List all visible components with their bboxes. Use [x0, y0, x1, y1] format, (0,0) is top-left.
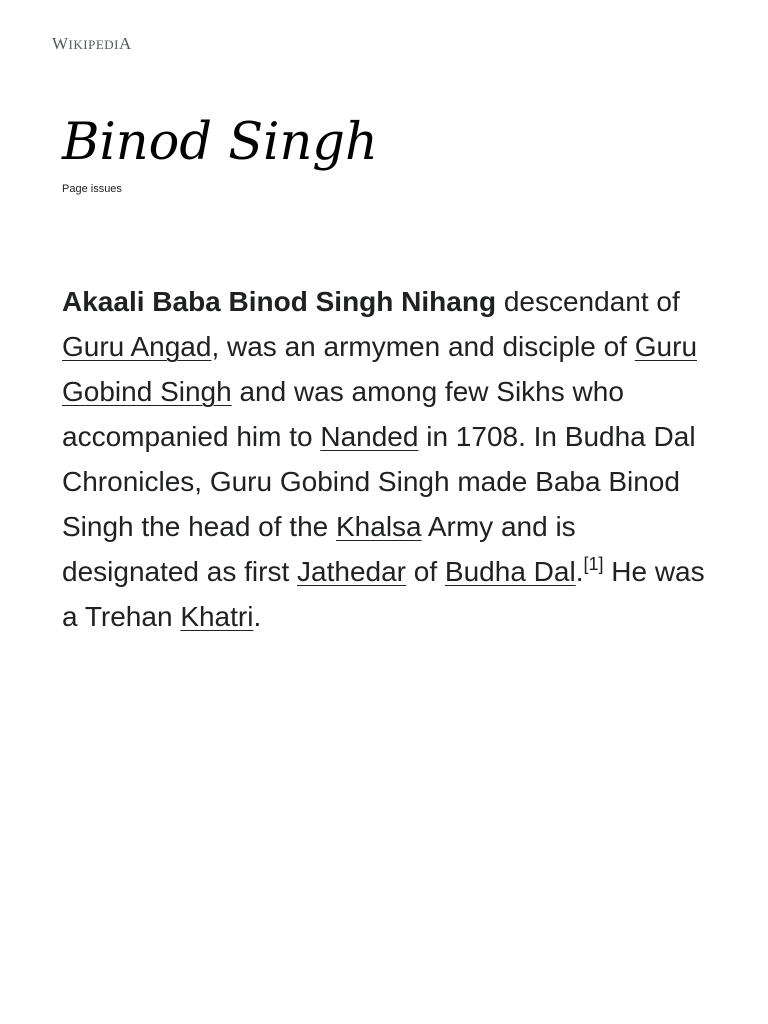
wordmark-first-letter: W — [52, 34, 69, 53]
article-text: and was among few Sikhs who accompanied him to — [62, 376, 624, 452]
link-budha-dal[interactable]: Budha Dal — [444, 556, 576, 587]
article-text: of — [406, 556, 445, 587]
article-text: . — [253, 601, 262, 632]
page-title: Binod Singh — [62, 113, 378, 172]
link-nanded[interactable]: Nanded — [320, 421, 419, 452]
link-guru-angad[interactable]: Guru Angad — [62, 331, 212, 362]
wordmark-last-letter: A — [118, 34, 132, 53]
link-jathedar[interactable]: Jathedar — [297, 556, 406, 587]
article-paragraph — [62, 279, 707, 639]
article-text: in 1708. In Budha Dal Chronicles, Guru Gobind Singh made Baba Binod Singh the head of the — [62, 421, 696, 542]
link-khatri[interactable]: Khatri — [180, 601, 254, 632]
wordmark-small-caps: IKIPEDI — [68, 37, 119, 52]
wikipedia-wordmark[interactable] — [52, 34, 132, 54]
article-text: He was a Trehan — [62, 556, 705, 632]
article-text: . — [575, 556, 584, 587]
article-text: Army and is designated as first — [62, 511, 576, 587]
link-khalsa[interactable]: Khalsa — [336, 511, 422, 542]
article-text: , was an armymen and disciple of — [211, 331, 635, 362]
citation-reference — [583, 554, 603, 574]
page-issues-link[interactable]: Page issues — [62, 183, 122, 195]
article-text: descendant of — [496, 286, 680, 317]
link-guru-gobind-singh[interactable]: Guru Gobind Singh — [62, 331, 698, 407]
citation-link[interactable]: [1] — [583, 554, 604, 574]
article-subject: Akaali Baba Binod Singh Nihang — [62, 286, 497, 317]
